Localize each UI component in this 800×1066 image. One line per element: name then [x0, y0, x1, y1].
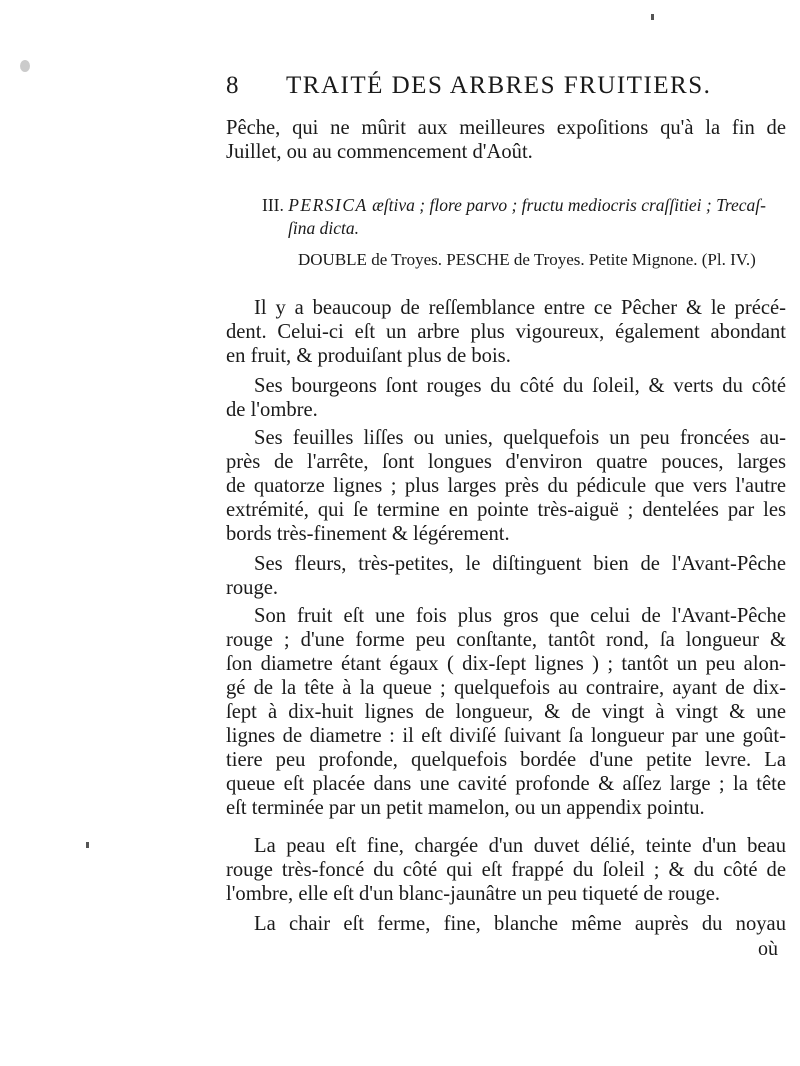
text-line: l'ombre, elle eſt d'un blanc-jaunâtre un peu tiqueté de rouge. — [226, 883, 721, 905]
text-line: Il y a beaucoup de reſſemblance entre ce Pêcher & le précé- — [254, 297, 786, 319]
text-line: rouge. — [226, 577, 279, 599]
synonyms-line: DOUBLE de Troyes. PESCHE de Troyes. Petite Mignone. (Pl. IV.) — [298, 250, 756, 269]
entry-number: III. — [262, 195, 284, 215]
paragraph — [226, 296, 786, 368]
text-line: queue eſt placée dans une cavité profonde & aſſez large ; la tête — [226, 773, 786, 795]
text-line: Son fruit eſt une fois plus gros que celui de l'Avant-Pêche — [254, 605, 786, 627]
entry-genus: PERSICA — [288, 195, 368, 215]
entry-latin-line: ſina dicta. — [288, 218, 359, 238]
text-line: de l'ombre. — [226, 399, 318, 421]
text-line: bords très-finement & légérement. — [226, 523, 510, 545]
text-line: Ses fleurs, très-petites, le diſtinguent bien de l'Avant-Pêche — [254, 553, 786, 575]
text-line: La peau eſt fine, chargée d'un duvet délié, teinte d'un beau — [254, 835, 786, 857]
text-line: La chair eſt ferme, fine, blanche même auprès du noyau — [254, 913, 786, 935]
paragraph — [226, 552, 786, 600]
text-line: rouge ; d'une forme peu conſtante, tantôt rond, ſa longueur & — [226, 629, 786, 651]
edge-mark — [86, 842, 89, 848]
text-line: Juillet, ou au commencement d'Août. — [226, 141, 533, 163]
text-line: lignes de diametre : il eſt diviſé ſuivant ſa longueur par une goût- — [226, 725, 786, 747]
text-line: tiere peu profonde, quelquefois bordée d'une petite levre. La — [226, 749, 786, 771]
paragraph — [226, 912, 786, 936]
page-number: 8 — [226, 72, 240, 99]
text-line: ſon diametre étant égaux ( dix-ſept lignes ) ; tantôt un peu alon- — [226, 653, 786, 675]
paper-stain — [20, 60, 30, 72]
text-line: près de l'arrête, ſont longues d'environ quatre pouces, larges — [226, 451, 786, 473]
paragraph — [226, 604, 786, 820]
entry-synonyms — [298, 248, 800, 271]
entry-latin-line: æſtiva ; flore parvo ; fructu mediocris craſſitiei ; Trecaſ- — [372, 195, 766, 215]
text-line: eſt terminée par un petit mamelon, ou un appendix pointu. — [226, 797, 705, 819]
text-line: Ses bourgeons ſont rouges du côté du ſoleil, & verts du côté — [254, 375, 786, 397]
edge-mark — [651, 14, 654, 20]
text-line: Pêche, qui ne mûrit aux meilleures expoſitions qu'à la fin de — [226, 117, 786, 139]
catchword: où — [758, 938, 778, 960]
entry-heading — [262, 194, 792, 240]
paragraph — [226, 426, 786, 546]
text-line: extrémité, qui ſe termine en pointe très-aiguë ; dentelées par les — [226, 499, 786, 521]
text-line: ſept à dix-huit lignes de longueur, & de vingt à vingt & une — [226, 701, 786, 723]
paragraph — [226, 374, 786, 422]
intro-paragraph — [226, 116, 786, 164]
running-head — [226, 72, 786, 106]
text-line: gé de la tête à la queue ; quelquefois au contraire, ayant de dix- — [226, 677, 786, 699]
text-line: dent. Celui-ci eſt un arbre plus vigoureux, également abondant — [226, 321, 786, 343]
text-line: Ses feuilles liſſes ou unies, quelquefois un peu froncées au- — [254, 427, 786, 449]
text-line: en fruit, & produiſant plus de bois. — [226, 345, 511, 367]
running-title: TRAITÉ DES ARBRES FRUITIERS. — [286, 72, 712, 99]
text-line: de quatorze lignes ; plus larges près du pédicule que vers l'autre — [226, 475, 786, 497]
text-line: rouge très-foncé du côté qui eſt frappé du ſoleil ; & du côté de — [226, 859, 786, 881]
paragraph — [226, 834, 786, 906]
